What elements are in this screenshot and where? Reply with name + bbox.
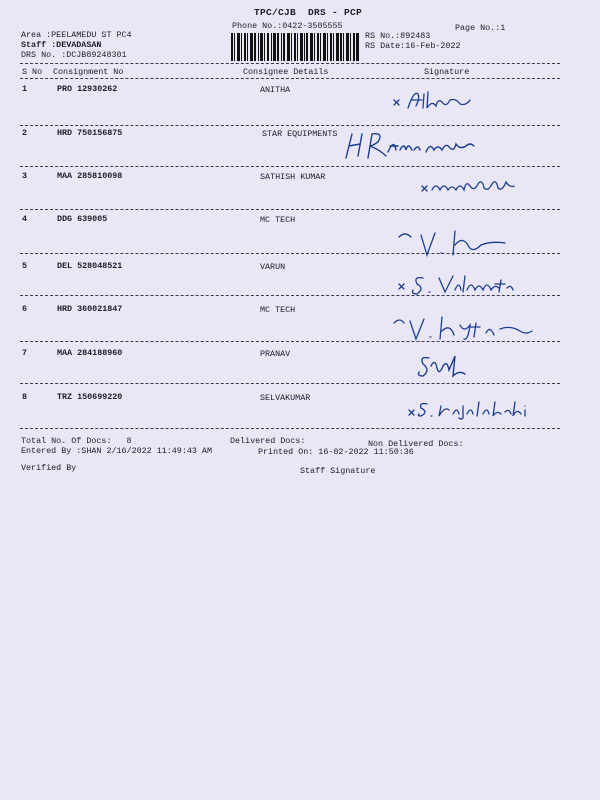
header-divider-bottom — [20, 78, 560, 79]
handwritten-signature — [340, 128, 480, 164]
drs-number: DRS No. :DCJB89248301 — [21, 50, 127, 60]
row-consignee: ANITHA — [260, 85, 291, 95]
row-divider — [20, 166, 560, 167]
phone-number: Phone No.:0422-3505555 — [232, 21, 343, 31]
row-consignee: SELVAKUMAR — [260, 393, 311, 403]
staff-signature: Staff Signature — [300, 466, 376, 476]
row-sno: 5 — [22, 261, 28, 271]
handwritten-signature — [395, 227, 515, 259]
printed-on: Printed On: 16-02-2022 11:50:36 — [258, 447, 414, 457]
barcode-image — [231, 33, 359, 61]
entered-by: Entered By :SHAN 2/16/2022 11:49:43 AM — [21, 446, 212, 456]
row-divider — [20, 125, 560, 126]
page-number: Page No.:1 — [455, 23, 506, 33]
row-consignee: VARUN — [260, 262, 286, 272]
row-sno: 6 — [22, 304, 28, 314]
row-divider — [20, 209, 560, 210]
row-consignee: MC TECH — [260, 305, 296, 315]
handwritten-signature — [405, 398, 535, 420]
row-consignment-no: MAA 284188960 — [57, 348, 123, 358]
row-consignee: MC TECH — [260, 215, 296, 225]
row-consignment-no: DDG 639005 — [57, 214, 108, 224]
row-consignment-no: MAA 285810098 — [57, 171, 123, 181]
row-divider — [20, 383, 560, 384]
row-sno: 8 — [22, 392, 28, 402]
row-consignment-no: TRZ 150699220 — [57, 392, 123, 402]
column-header-consignee: Consignee Details — [243, 67, 329, 77]
row-divider — [20, 295, 560, 296]
row-divider — [20, 253, 560, 254]
row-consignment-no: DEL 528048521 — [57, 261, 123, 271]
row-sno: 3 — [22, 171, 28, 181]
row-consignment-no: PRO 12930262 — [57, 84, 118, 94]
row-sno: 2 — [22, 128, 28, 138]
staff-label: Staff :DEVADASAN — [21, 40, 102, 50]
row-consignment-no: HRD 750156875 — [57, 128, 123, 138]
row-sno: 7 — [22, 348, 28, 358]
rs-date: RS Date:16-Feb-2022 — [365, 41, 461, 51]
column-header-signature: Signature — [424, 67, 470, 77]
document-title: TPC/CJB DRS - PCP — [254, 7, 363, 18]
handwritten-signature — [390, 313, 540, 343]
row-sno: 4 — [22, 214, 28, 224]
row-consignee: SATHISH KUMAR — [260, 172, 326, 182]
column-header-consignment: Consignment No — [53, 67, 124, 77]
non-delivered-docs: Non Delivered Docs: — [368, 439, 464, 449]
rs-number: RS No.:892483 — [365, 31, 431, 41]
row-consignment-no: HRD 360021847 — [57, 304, 123, 314]
row-consignee: PRANAV — [260, 349, 291, 359]
header-divider-top — [20, 63, 560, 64]
handwritten-signature — [395, 270, 525, 298]
area-label: Area :PEELAMEDU ST PC4 — [21, 30, 132, 40]
row-divider — [20, 341, 560, 342]
total-docs: Total No. Of Docs: 8 — [21, 436, 132, 446]
handwritten-signature — [415, 352, 475, 382]
column-header-sno: S No — [22, 67, 43, 77]
row-sno: 1 — [22, 84, 28, 94]
row-divider — [20, 428, 560, 429]
verified-by: Verified By — [21, 463, 77, 473]
row-consignee: STAR EQUIPMENTS — [262, 129, 338, 139]
handwritten-signature — [390, 88, 480, 114]
delivered-docs: Delivered Docs: — [230, 436, 306, 446]
handwritten-signature — [418, 172, 528, 198]
